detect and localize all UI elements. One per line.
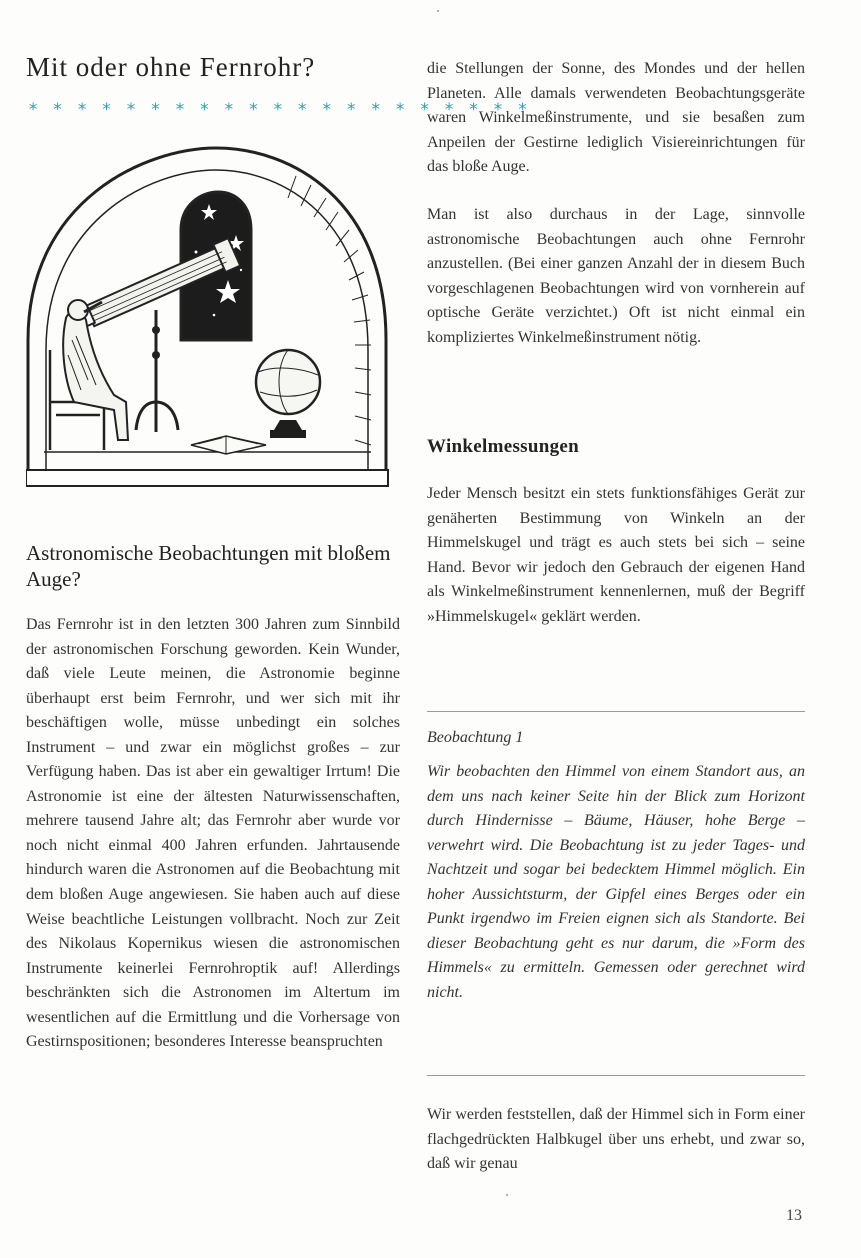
decorative-star-row: * * * * * * * * * * * * * * * * * * * * * [28, 100, 530, 120]
section-heading: Winkelmessungen [427, 436, 579, 457]
observation-heading: Beobachtung 1 [427, 729, 524, 746]
body-paragraph-4: Wir werden feststellen, daß der Himmel sich in Form einer flachgedrückten Halbkugel über uns erhebt, und zwar so, daß wir genau [427, 1106, 805, 1173]
page-number: 13 [786, 1207, 802, 1224]
body-paragraph-left: Das Fernrohr ist in den letzten 300 Jahren zum Sinnbild der astronomischen Forschung geworden. Kein Wunder, daß viele Leute meinen, die Astronomie beginne überhaupt erst beim Fernrohr, und wer sich mit ihr beschäftigen wolle, müsse unbedingt ein solches Instrument – und zwar ein möglichst großes – zur Verfügung haben. Das ist aber ein gewaltiger Irrtum! Die Astronomie ist eine der ältesten Naturwissenschaften, mehrere tausend Jahre alt; das Fernrohr aber wurde vor noch nicht einmal 400 Jahren erfunden. Jahrtausende hindurch waren die Astronomen auf die Beobachtung mit dem bloßen Auge angewiesen. Sie haben auch auf diese Weise beachtliche Leistungen vollbracht. Noch zur Zeit des Nikolaus Kopernikus wiesen die astronomischen Instrumente keinerlei Fernrohroptik auf! Allerdings beschränkten sich die Astronomen im Altertum im wesentlichen auf die Ermittlung und die Vorhersage von Gestirnspositionen; besonderes Interesse beanspruchten [26, 616, 400, 1051]
divider-bottom [427, 1075, 805, 1076]
section-subtitle: Astronomische Beobachtungen mit bloßem Auge? [26, 541, 391, 591]
body-paragraph-3: Jeder Mensch besitzt ein stets funktionsfähiges Gerät zur genäherten Bestimmung von Winkeln an der Himmelskugel und trägt es auch stets bei sich – seine Hand. Bevor wir jedoch den Gebrauch der eigenen Hand als Winkelmeßinstrument kennenlernen, muß der Begriff »Himmelskugel« geklärt werden. [427, 485, 805, 625]
body-paragraph-1: die Stellungen der Sonne, des Mondes und der hellen Planeten. Alle damals verwendeten Beobachtungsgeräte waren Winkelmeßinstrumente, und sie besaßen zum Anpeilen der Gestirne lediglich Visiereinrichtungen für das bloße Auge. [427, 60, 805, 176]
page-title: Mit oder ohne Fernrohr? [26, 52, 316, 82]
astronomer-telescope-illustration [26, 140, 398, 490]
paper-speck [437, 10, 439, 12]
divider-top [427, 711, 805, 712]
body-paragraph-2: Man ist also durchaus in der Lage, sinnvolle astronomische Beobachtungen auch ohne Fernrohr anzustellen. (Bei einer ganzen Anzahl der in diesem Buch vorgeschlagenen Beobachtungen wird von vornherein auf optische Geräte verzichtet.) Oft ist nicht einmal ein kompliziertes Winkelmeßinstrument nötig. [427, 206, 805, 346]
observation-text: Wir beobachten den Himmel von einem Standort aus, an dem uns nach keiner Seite hin der Blick zum Horizont durch Hindernisse – Bäume, Häuser, hohe Berge – verwehrt wird. Die Beobachtung ist zu jeder Tages- und Nachtzeit und sogar bei bedecktem Himmel möglich. Ein hoher Aussichtsturm, der Gipfel eines Berges oder ein Punkt irgendwo im Freien eignen sich als Standorte. Bei dieser Beobachtung geht es nur darum, die »Form des Himmels« zu ermitteln. Gemessen oder gerechnet wird nicht. [427, 763, 805, 1001]
paper-speck [506, 1194, 508, 1196]
